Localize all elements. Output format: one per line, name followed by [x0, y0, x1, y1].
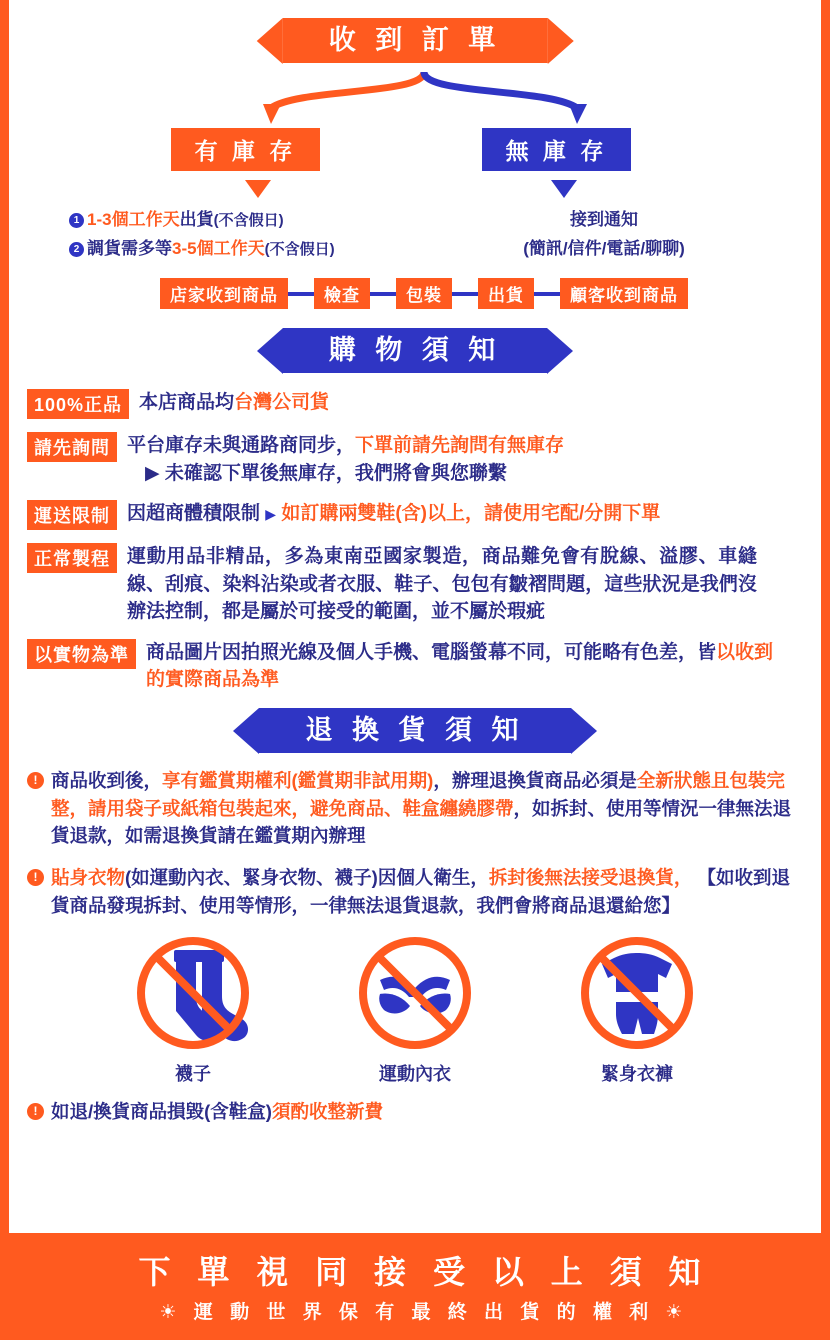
- notice-text-normal-process: 運動用品非精品，多為東南亞國家製造，商品難免會有脫線、溢膠、車縫線、刮痕、染料沾染或者衣服、鞋子、包包有皺褶問題，這些狀況是我們沒辦法控制，都是屬於可接受的範圍，並不屬於瑕疵: [127, 546, 757, 623]
- in-stock-line-2: [69, 234, 429, 259]
- notify-channels: (簡訊/信件/電話/聊聊): [523, 239, 685, 258]
- notice-tag-normal-process: 正常製程: [27, 543, 117, 573]
- chain-step-0: 店家收到商品: [160, 278, 288, 309]
- chain-step-1: 檢查: [314, 278, 370, 309]
- return-1-p2: 享有鑑賞期權利(鑑賞期非試用期): [162, 769, 434, 791]
- fulfillment-chain: [9, 278, 830, 309]
- return-bullet-2-text: [51, 864, 803, 920]
- compression-wear-icon: [562, 936, 712, 1051]
- order-flow-section: [9, 0, 821, 310]
- notice-row-ask-first: [27, 432, 803, 487]
- actual-item-text-2: 以收到的實際商品為準: [146, 641, 774, 691]
- prohibited-item-bra: [330, 936, 500, 1086]
- return-1-p3: ，辦理退換貨商品必須是: [433, 769, 637, 791]
- notice-text-ask-first: [127, 432, 564, 487]
- transfer-prefix: 調貨需多等: [87, 239, 172, 258]
- return-bullet-2: [27, 864, 803, 920]
- return-bullet-3: [27, 1098, 803, 1126]
- return-1-p5: ，如拆封、使用等情況一律無法退貨退款，如需退換貨請在鑑賞期內辦理: [51, 797, 792, 847]
- prohibited-item-compression-caption: 緊身衣褲: [601, 1063, 673, 1084]
- notice-row-normal-process: [27, 543, 803, 626]
- notice-tag-authentic: 100%正品: [27, 389, 129, 419]
- notice-row-shipping-limit: [27, 500, 803, 530]
- prohibited-item-socks-caption: 襪子: [175, 1063, 211, 1084]
- returns-section: [9, 767, 821, 1126]
- in-stock-line-1: [69, 205, 429, 230]
- node-in-stock-label: 有 庫 存: [171, 128, 321, 171]
- chain-step-4: 顧客收到商品: [560, 278, 688, 309]
- chain-connector: [452, 292, 478, 296]
- chain-connector: [534, 292, 560, 296]
- socks-icon: [118, 936, 268, 1051]
- shopping-title-wrap: [9, 328, 821, 373]
- prohibited-item-bra-caption: 運動內衣: [379, 1063, 451, 1084]
- flow-title: [283, 18, 548, 63]
- notice-text-actual-item: [146, 639, 786, 694]
- bullet-number-1: 1: [69, 213, 84, 228]
- return-1-p4: 全新狀態且包裝完整，請用袋子或紙箱包裝起來，避免商品、鞋盒纏繞膠帶: [51, 769, 785, 819]
- notice-text-shipping-limit: [127, 500, 660, 528]
- return-bullet-3-text: [51, 1098, 383, 1126]
- chain-step-3: 出貨: [478, 278, 534, 309]
- in-stock-days: 1-3個工作天: [87, 210, 180, 229]
- sports-bra-icon: [340, 936, 490, 1051]
- node-out-of-stock: [464, 128, 649, 171]
- chain-connector: [370, 292, 396, 296]
- authentic-text-2: 台灣公司貨: [234, 392, 330, 414]
- return-bullet-1: [27, 767, 803, 850]
- transfer-days: 3-5個工作天: [172, 239, 265, 258]
- actual-item-text-1: 商品圖片因拍照光線及個人手機、電腦螢幕不同，可能略有色差，皆: [146, 641, 717, 663]
- chain-step-2: 包裝: [396, 278, 452, 309]
- notice-text-authentic: [139, 389, 329, 417]
- notice-tag-shipping-limit: 運送限制: [27, 500, 117, 530]
- exclamation-icon: !: [27, 772, 44, 789]
- exclamation-icon: !: [27, 869, 44, 886]
- returns-title-wrap: [9, 708, 821, 753]
- in-stock-details: [69, 205, 429, 263]
- shopping-title-ribbon: 購 物 須 知: [283, 328, 548, 373]
- transfer-note: (不含假日): [264, 241, 335, 258]
- exclamation-icon: !: [27, 1103, 44, 1120]
- return-bullet-1-text: [51, 767, 803, 850]
- out-of-stock-details: [439, 205, 769, 263]
- return-2-p2: (如運動內衣、緊身衣物、襪子)因個人衛生，: [125, 867, 489, 889]
- shipping-limit-text-2: 如訂購兩雙鞋(含)以上，請使用宅配/分開下單: [281, 503, 661, 525]
- node-out-of-stock-label: 無 庫 存: [482, 128, 632, 171]
- prohibited-item-socks: [108, 936, 278, 1086]
- notice-row-actual-item: [27, 639, 803, 694]
- footer-line-1: 下 單 視 同 接 受 以 上 須 知: [138, 1254, 710, 1290]
- chain-connector: [288, 292, 314, 296]
- footer-banner: [9, 1233, 830, 1340]
- return-2-p1: 貼身衣物: [51, 867, 126, 889]
- returns-title-ribbon: 退 換 貨 須 知: [259, 708, 570, 753]
- in-stock-note: (不含假日): [213, 212, 284, 229]
- bullet-number-2: 2: [69, 242, 84, 257]
- shopping-notice-section: [9, 389, 821, 694]
- notice-row-authentic: [27, 389, 803, 419]
- flow-title-ribbon: 收 到 訂 單: [283, 18, 548, 63]
- return-3-p1: 如退/換貨商品損毀(含鞋盒): [51, 1100, 272, 1122]
- ask-first-text-1: 平台庫存未與通路商同步，: [127, 435, 356, 457]
- triangle-icon: ▶: [265, 506, 277, 523]
- return-3-p2: 須酌收整新費: [271, 1100, 383, 1122]
- notice-tag-actual-item: 以實物為準: [27, 639, 136, 669]
- return-2-p4: 【如收到退貨商品發現拆封、使用等情形，一律無法退貨退款，我們會將商品退還給您】: [51, 867, 791, 916]
- prohibited-item-compression: [552, 936, 722, 1086]
- prohibited-items: [27, 936, 803, 1086]
- ask-first-subtext: ▶ 未確認下單後無庫存，我們將會與您聯繫: [145, 462, 507, 484]
- notify-line: 接到通知: [570, 210, 638, 229]
- footer-line-2: ☀ 運 動 世 界 保 有 最 終 出 貨 的 權 利 ☀: [159, 1302, 689, 1323]
- return-1-p1: 商品收到後，: [51, 769, 163, 791]
- shipping-limit-text-1: 因超商體積限制: [127, 503, 261, 525]
- ask-first-text-2: 下單前請先詢問有無庫存: [355, 435, 565, 457]
- node-in-stock: [153, 128, 338, 171]
- in-stock-ship: 出貨: [179, 210, 214, 229]
- notice-tag-ask-first: 請先詢問: [27, 432, 117, 462]
- authentic-text-1: 本店商品均: [139, 392, 235, 414]
- return-2-p3: 拆封後無法接受退換貨，: [488, 867, 693, 889]
